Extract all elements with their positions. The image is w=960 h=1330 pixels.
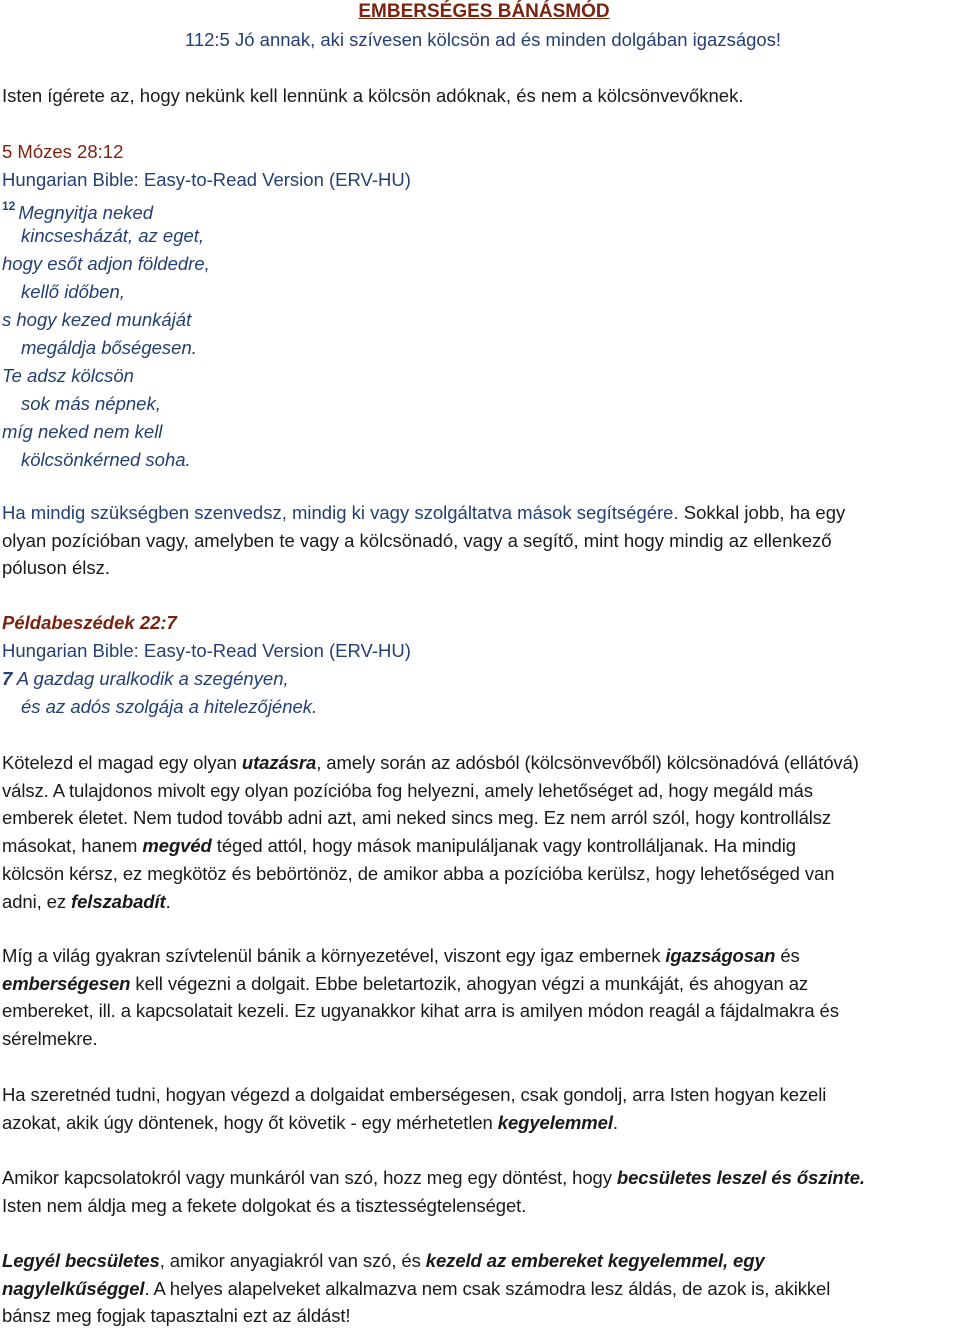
- paragraph-1: Ha mindig szükségben szenvedsz, mindig ki vagy szolgáltatva mások segítségére. Sokkal jobb, ha egy olyan pozícióban vagy, amelyben te vagy a kölcsönadó, vagy a segítő, mint hogy mindig az ellenkező póluson élsz.: [2, 502, 846, 579]
- page-subtitle-verse: 112:5 Jó annak, aki szívesen kölcsön ad és minden dolgában igazságos!: [184, 29, 782, 50]
- scripture-reference-1: 5 Mózes 28:12: [2, 141, 124, 162]
- verse-line: kölcsönkérned soha.: [21, 449, 191, 470]
- verse-line: míg neked nem kell: [2, 421, 163, 442]
- verse-line: hogy esőt adjon földedre,: [2, 253, 210, 274]
- verse-number: 12: [2, 199, 16, 213]
- paragraph-2: Kötelezd el magad egy olyan utazásra, amely során az adósból (kölcsönvevőből) kölcsönadóvá (ellátóvá) válsz. A tulajdonos mivolt egy olyan pozícióba fog helyezni, amely lehetőséget ad, hogy megáld más emberek életet. Nem tudod tovább adni azt, ami neked sincs meg. Ez nem arról szól, hogy kontrollálsz másokat, hanem megvéd téged attól, hogy mások manipuláljanak vagy kontrolláljanak. Ha mindig kölcsön kérsz, ez megkötöz és bebörtönöz, de amikor abba a pozícióba kerülsz, hogy lehetőséged van adni, ez felszabadít.: [2, 752, 859, 912]
- verse-line: és az adós szolgája a hitelezőjének.: [21, 696, 318, 717]
- paragraph-3: Míg a világ gyakran szívtelenül bánik a környezetével, viszont egy igaz embernek igazságosan és emberségesen kell végezni a dolgait. Ebbe beletartozik, ahogyan végzi a munkáját, és ahogyan az embereket, ill. a kapcsolatait kezeli. Ez ugyanakkor kihat arra is amilyen módon reagál a fájdalmakra és sérelmekre.: [2, 945, 839, 1050]
- scripture-reference-2: Példabeszédek 22:7: [2, 612, 177, 633]
- verse-line: megáldja bőségesen.: [21, 337, 197, 358]
- verse-line: s hogy kezed munkáját: [2, 309, 192, 330]
- page-title: EMBERSÉGES BÁNÁSMÓD: [358, 1, 610, 22]
- verse-line: sok más népnek,: [21, 393, 161, 414]
- verse-line: 7 A gazdag uralkodik a szegényen,: [2, 668, 289, 689]
- intro-text: Isten ígérete az, hogy nekünk kell lennünk a kölcsön adóknak, és nem a kölcsönvevőknek.: [2, 85, 744, 106]
- verse-number: 7: [2, 668, 13, 689]
- verse-line: kincsesházát, az eget,: [21, 225, 205, 246]
- bible-version-2: Hungarian Bible: Easy-to-Read Version (ERV-HU): [2, 640, 411, 661]
- verse-line: kellő időben,: [21, 281, 125, 302]
- paragraph-4: Ha szeretnéd tudni, hogyan végezd a dolgaidat emberségesen, csak gondolj, arra Isten hogyan kezeli azokat, akik úgy döntenek, hogy őt követik - egy mérhetetlen kegyelemmel.: [2, 1084, 827, 1133]
- verse-line: Te adsz kölcsön: [2, 365, 134, 386]
- bible-version-1: Hungarian Bible: Easy-to-Read Version (ERV-HU): [2, 169, 411, 190]
- paragraph-5: Amikor kapcsolatokról vagy munkáról van szó, hozz meg egy döntést, hogy becsületes leszel és őszinte. Isten nem áldja meg a fekete dolgokat és a tisztességtelenséget.: [2, 1167, 865, 1216]
- verse-line: $^{12}$ Megnyitja neked: [2, 199, 154, 224]
- paragraph-6: Legyél becsületes, amikor anyagiakról van szó, és kezeld az embereket kegyelemmel, egy nagylelkűséggel. A helyes alapelveket alkalmazva nem csak számodra lesz áldás, de azok is, akikkel bánsz meg fogjak tapasztalni ezt az áldást!: [2, 1250, 831, 1327]
